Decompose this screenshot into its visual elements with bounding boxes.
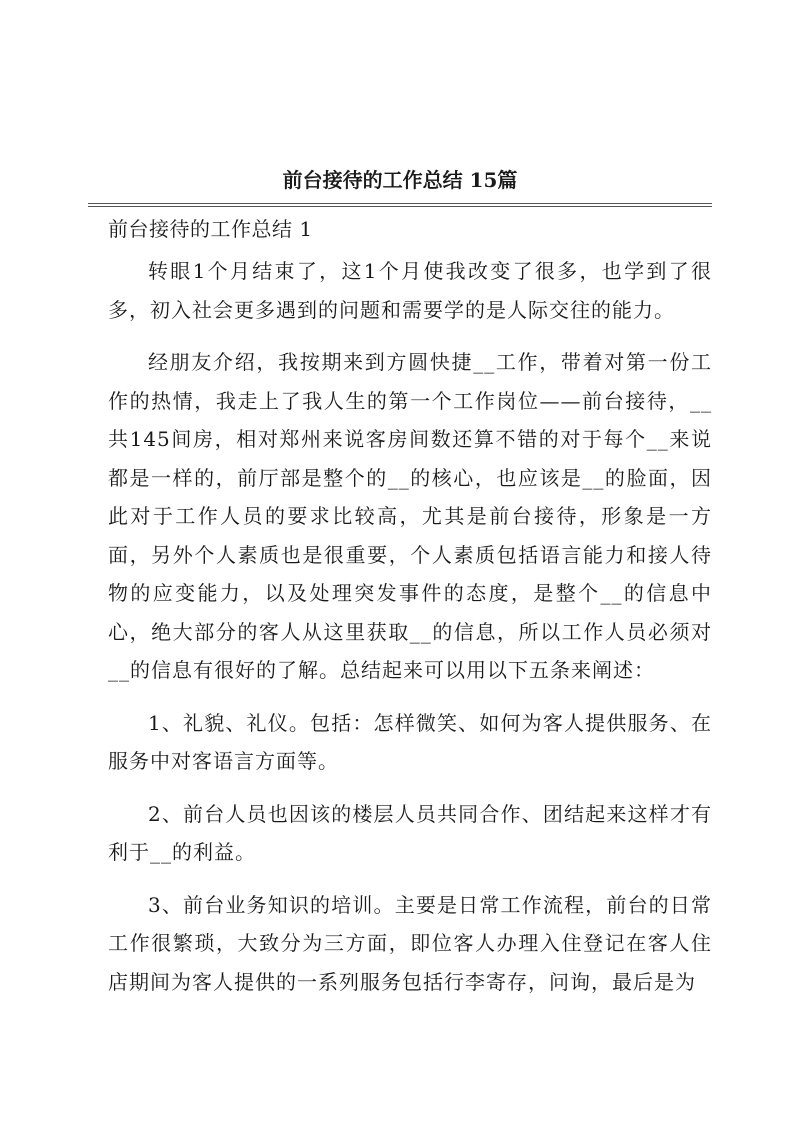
document-title: 前台接待的工作总结 15篇 bbox=[282, 168, 518, 192]
document-body bbox=[108, 210, 712, 1015]
title-divider-bottom bbox=[88, 206, 712, 207]
paragraph: 转眼1个月结束了，这1个月使我改变了很多，也学到了很多，初入社会更多遇到的问题和需要学的是人际交往的能力。 bbox=[108, 259, 712, 322]
paragraph: 1、礼貌、礼仪。包括：怎样微笑、如何为客人提供服务、在服务中对客语言方面等。 bbox=[108, 710, 712, 773]
paragraph: 3、前台业务知识的培训。主要是日常工作流程，前台的日常工作很繁琐，大致分为三方面，即位客人办理入住登记在客人住店期间为客人提供的一系列服务包括行李寄存，问询，最后是为 bbox=[108, 892, 712, 994]
section-heading: 前台接待的工作总结 1 bbox=[108, 217, 313, 241]
paragraph: 经朋友介绍，我按期来到方圆快捷__工作，带着对第一份工作的热情，我走上了我人生的第一个工作岗位——前台接待，__共145间房，相对郑州来说客房间数还算不错的对于每个__来说都是一样的，前厅部是整个的__的核心，也应该是__的脸面，因此对于工作人员的要求比较高，尤其是前台接待，形象是一方面，另外个人素质也是很重要，个人素质包括语言能力和接人待物的应变能力，以及处理突发事件的态度，是整个__的信息中心，绝大部分的客人从这里获取__的信息，所以工作人员必须对__的信息有很好的了解。总结起来可以用以下五条来阐述： bbox=[108, 350, 712, 682]
paragraph: 2、前台人员也因该的楼层人员共同合作、团结起来这样才有利于__的利益。 bbox=[108, 801, 712, 864]
title-divider-top bbox=[88, 203, 712, 204]
